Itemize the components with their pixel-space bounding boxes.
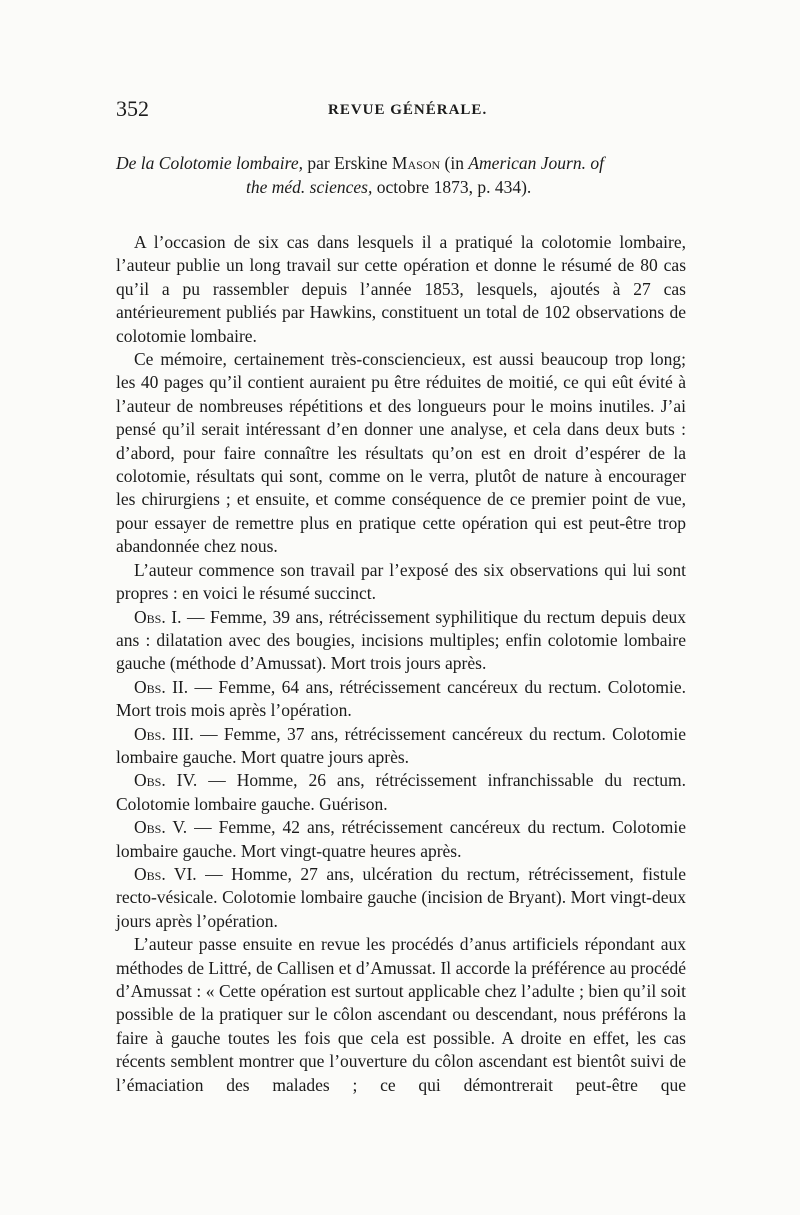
observation-label: Obs. I. [134,606,182,627]
observation [116,723,686,770]
observation-text: — Homme, 27 ans, ulcération du rectum, rétrécissement, fistule recto-vésicale. Colotomie lombaire gauche (incision de Bryant). Mort vingt-deux jours après l’opération. [116,863,686,931]
observation [116,676,686,723]
article-title: De la Colotomie lombaire, [116,153,303,173]
author-name: Mason [391,153,441,173]
reference-in: (in [440,153,469,173]
observation-text: — Femme, 42 ans, rétrécissement cancéreux du rectum. Colotomie lombaire gauche. Mort vingt-quatre heures après. [116,817,686,861]
article-reference [116,151,686,199]
paragraph: L’auteur commence son travail par l’exposé des six observations qui lui sont propres : en voici le résumé succinct. [116,559,686,604]
running-title: REVUE GÉNÉRALE. [328,102,488,118]
journal-name-2: the méd. sciences, [246,177,373,197]
observation-text: — Femme, 39 ans, rétrécissement syphilitique du rectum depuis deux ans : dilatation avec des bougies, incisions multiples; enfin colotomie lombaire gauche (méthode d’Amussat). Mort trois jours après. [116,606,686,674]
journal-name-1: American Journ. of [468,153,604,173]
observation-text: — Homme, 26 ans, rétrécissement infranchissable du rectum. Colotomie lombaire gauche. Guérison. [116,770,686,814]
paragraph: A l’occasion de six cas dans lesquels il a pratiqué la colotomie lombaire, l’auteur publie un long travail sur cette opération et donne le résumé de 80 cas qu’il a pu rassembler depuis l’année 1853, lesquels, ajoutés à 27 cas antérieurement publiés par Hawkins, constituent un total de 102 observations de colotomie lombaire. [116,232,686,346]
reference-date: octobre 1873, p. 434). [372,177,532,197]
observation-text: — Femme, 64 ans, rétrécissement cancéreux du rectum. Colotomie. Mort trois mois après l’opération. [116,676,686,721]
observation [116,816,686,863]
reference-by: par Erskine [302,153,392,173]
paragraph: Ce mémoire, certainement très-consciencieux, est aussi beaucoup trop long; les 40 pages qu’il contient auraient pu être réduites de moitié, ce qui eût évité à l’auteur de nombreuses répétitions et des longueurs pour le moins inutiles. J’ai pensé qu’il serait intéressant d’en donner une analyse, et cela dans deux buts : d’abord, pour faire connaître les résultats qu’on est en droit d’espérer de la colotomie, résultats qui sont, comme on le verra, plutôt de nature à encourager les chirurgiens ; et ensuite, et comme conséquence de ce premier point de vue, pour essayer de remettre plus en pratique cette opération qui est peut-être trop abandonnée chez nous. [116,349,686,557]
observation [116,606,686,676]
page-header [116,96,686,126]
observation-label: Obs. VI. [134,863,197,884]
closing-paragraph: L’auteur passe ensuite en revue les procédés d’anus artificiels répondant aux méthodes de Littré, de Callisen et d’Amussat. Il accorde la préférence au procédé d’Amussat : « Cette opération est surtout applicable chez l’adulte ; bien qu’il soit possible de la pratiquer sur le côlon ascendant ou descendant, nous préférons la faire à gauche toutes les fois que cela est possible. A droite en effet, les cas récents semblent montrer que l’ouverture du côlon ascendant est bientôt suivi de l’émaciation des malades ; ce qui démontrerait peut-être que [116,934,686,1095]
observation-label: Obs. IV. [134,770,198,791]
article-body [116,231,686,1097]
observation [116,769,686,816]
observation-label: Obs. II. [134,676,189,697]
page-number: 352 [116,96,149,121]
observation [116,863,686,933]
observation-label: Obs. III. [134,723,194,744]
observation-text: — Femme, 37 ans, rétrécissement cancéreux du rectum. Colotomie lombaire gauche. Mort quatre jours après. [116,723,686,767]
observation-label: Obs. V. [134,817,188,838]
